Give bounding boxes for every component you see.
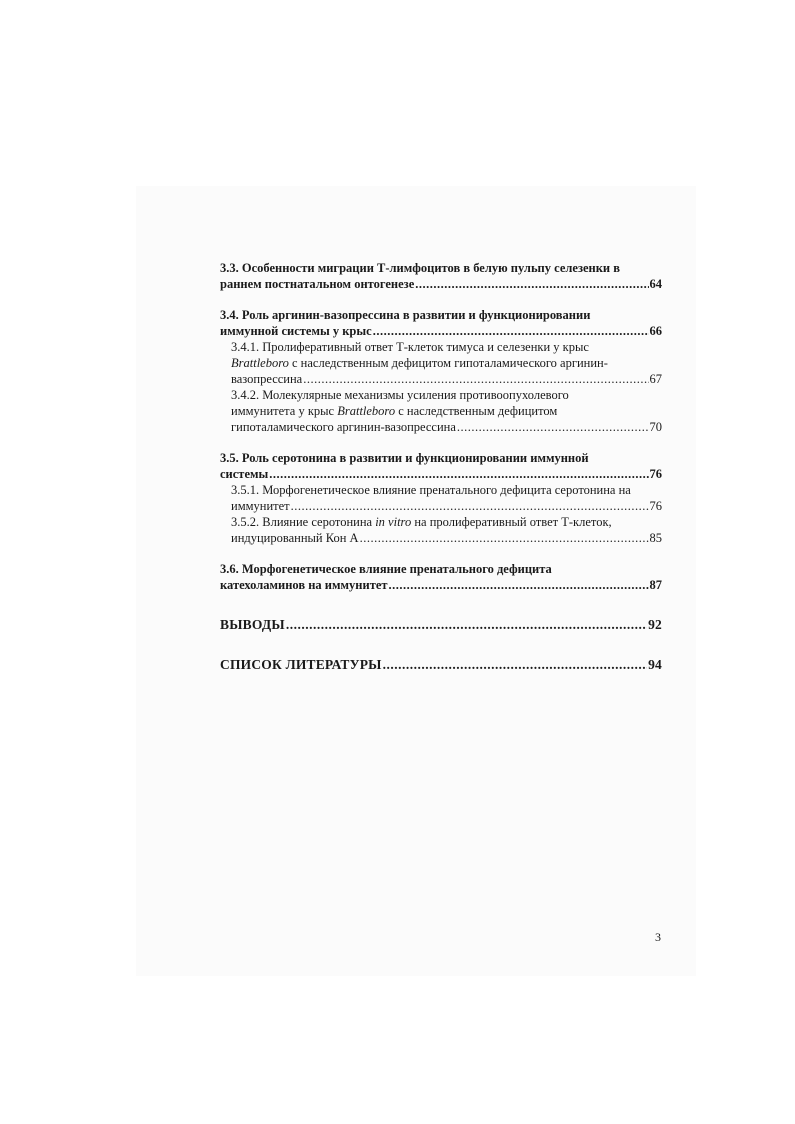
toc-section-3-3-title: 3.3. Особенности миграции Т-лимфоцитов в белую пульпу селезенки в — [220, 261, 620, 275]
toc-subsection-text — [231, 514, 662, 530]
toc-subsection-leader — [231, 419, 662, 435]
toc-page-number: 76 — [649, 467, 662, 481]
toc-page-number: 76 — [649, 499, 662, 513]
italic-term: in vitro — [375, 515, 412, 529]
toc-section-3-3-title-cont: раннем постнатальном онтогенезе — [220, 277, 415, 291]
toc-page-number: 92 — [648, 617, 662, 632]
toc-section-3-5 — [220, 450, 662, 546]
toc-subsection-text-pre: иммунитета у крыс — [231, 404, 338, 418]
toc-page-number: 85 — [649, 531, 662, 545]
dot-leader — [291, 498, 649, 514]
toc-subsection-text-cont: гипоталамического аргинин-вазопрессина — [231, 420, 456, 434]
dot-leader — [303, 371, 648, 387]
toc-conclusions — [220, 617, 662, 633]
toc-subsection-3-5-2 — [220, 514, 662, 546]
toc-conclusions-leader — [220, 617, 662, 633]
toc-section-3-4-title-cont: иммунной системы у крыс — [220, 324, 372, 338]
toc-subsection-leader — [231, 371, 662, 387]
toc-page-number: 66 — [649, 324, 662, 338]
toc-section-3-6-title-cont: катехоламинов на иммунитет — [220, 578, 388, 592]
toc-subsection-text-cont: индуцированный Кон А — [231, 531, 359, 545]
toc-section-3-4-leader — [220, 323, 662, 339]
toc-section-3-6 — [220, 561, 662, 593]
toc-section-3-4 — [220, 307, 662, 435]
toc-section-3-5-title-cont: системы — [220, 467, 269, 481]
toc-subsection-text-rest: на пролиферативный ответ Т-клеток, — [411, 515, 612, 529]
toc-page-number: 70 — [649, 420, 662, 434]
toc-page-number: 87 — [649, 578, 662, 592]
toc-subsection-3-4-2 — [220, 387, 662, 435]
toc-subsection-text-cont: иммунитет — [231, 499, 290, 513]
dot-leader — [269, 466, 648, 482]
dot-leader — [373, 323, 649, 339]
toc-subsection-text-pre: 3.5.2. Влияние серотонина — [231, 515, 376, 529]
toc-section-3-6-leader — [220, 577, 662, 593]
toc-references — [220, 657, 662, 673]
toc-page-number: 67 — [649, 372, 662, 386]
toc-subsection-text-cont: вазопрессина — [231, 372, 303, 386]
toc-section-3-3-leader — [220, 276, 662, 292]
toc-references-label: СПИСОК ЛИТЕРАТУРЫ — [220, 657, 382, 672]
toc-references-leader — [220, 657, 662, 673]
toc-section-3-4-title: 3.4. Роль аргинин-вазопрессина в развитии и функционировании — [220, 308, 591, 322]
dot-leader — [360, 530, 649, 546]
toc-subsection-leader — [231, 498, 662, 514]
dot-leader — [286, 617, 647, 633]
toc-subsection-text-rest: с наследственным дефицитом гипоталамического аргинин- — [288, 356, 608, 370]
toc-page-number: 64 — [649, 277, 662, 291]
toc-subsection-3-4-1 — [220, 339, 662, 387]
italic-term: Brattleboro — [231, 356, 289, 370]
toc-section-3-5-title: 3.5. Роль серотонина в развитии и функционировании иммунной — [220, 451, 589, 465]
toc-subsection-3-5-1 — [220, 482, 662, 514]
dot-leader — [457, 419, 649, 435]
toc-subsection-leader — [231, 530, 662, 546]
dot-leader — [415, 276, 648, 292]
toc-subsection-text-rest: с наследственным дефицитом — [395, 404, 558, 418]
toc-conclusions-label: ВЫВОДЫ — [220, 617, 285, 632]
toc-section-3-6-title: 3.6. Морфогенетическое влияние пренатального дефицита — [220, 562, 552, 576]
table-of-contents — [220, 260, 662, 688]
page-number: 3 — [655, 930, 661, 944]
toc-subsection-text: 3.4.1. Пролиферативный ответ Т-клеток тимуса и селезенки у крыс — [231, 340, 589, 354]
toc-subsection-text: 3.4.2. Молекулярные механизмы усиления противоопухолевого — [231, 388, 569, 402]
toc-subsection-text: 3.5.1. Морфогенетическое влияние пренатального дефицита серотонина на — [231, 483, 631, 497]
dot-leader — [383, 657, 647, 673]
toc-section-3-3 — [220, 260, 662, 292]
toc-subsection-text — [231, 355, 662, 371]
toc-section-3-5-leader — [220, 466, 662, 482]
toc-subsection-text — [231, 403, 662, 419]
toc-page-number: 94 — [648, 657, 662, 672]
dot-leader — [389, 577, 649, 593]
italic-term: Brattleboro — [337, 404, 396, 418]
